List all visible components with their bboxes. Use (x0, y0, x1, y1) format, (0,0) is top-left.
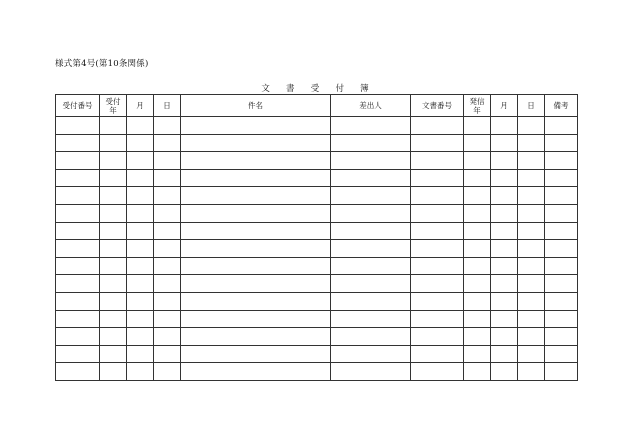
cell-document-number[interactable] (411, 134, 464, 152)
cell-subject[interactable] (181, 222, 331, 240)
cell-sender[interactable] (331, 275, 411, 293)
header-sent-year-label: 年 (473, 105, 481, 115)
cell-subject[interactable] (181, 240, 331, 258)
cell-received-year[interactable] (100, 328, 127, 346)
cell-sent-day[interactable] (518, 292, 545, 310)
cell-receipt-number[interactable] (56, 187, 100, 205)
cell-remarks[interactable] (545, 240, 578, 258)
cell-receipt-number[interactable] (56, 310, 100, 328)
title-char: 付 (335, 84, 344, 94)
cell-sent-month[interactable] (491, 257, 518, 275)
cell-sent-day[interactable] (518, 187, 545, 205)
cell-sent-day[interactable] (518, 328, 545, 346)
cell-received-day[interactable] (154, 134, 181, 152)
cell-received-year[interactable] (100, 275, 127, 293)
document-title (0, 82, 630, 94)
cell-receipt-number[interactable] (56, 152, 100, 170)
cell-document-number[interactable] (411, 187, 464, 205)
cell-received-year[interactable] (100, 257, 127, 275)
cell-sent-month[interactable] (491, 275, 518, 293)
cell-receipt-number[interactable] (56, 345, 100, 363)
cell-receipt-number[interactable] (56, 117, 100, 135)
cell-sender[interactable] (331, 152, 411, 170)
cell-received-day[interactable] (154, 117, 181, 135)
cell-remarks[interactable] (545, 222, 578, 240)
cell-subject[interactable] (181, 328, 331, 346)
cell-received-month[interactable] (127, 240, 154, 258)
cell-document-number[interactable] (411, 240, 464, 258)
cell-received-year[interactable] (100, 169, 127, 187)
cell-sent-day[interactable] (518, 345, 545, 363)
cell-sent-month[interactable] (491, 187, 518, 205)
cell-sent-month[interactable] (491, 152, 518, 170)
header-received-label: 受付 (105, 96, 121, 106)
cell-document-number[interactable] (411, 169, 464, 187)
header-received-day: 日 (154, 95, 181, 117)
cell-sent-day[interactable] (518, 240, 545, 258)
cell-receipt-number[interactable] (56, 169, 100, 187)
cell-subject[interactable] (181, 345, 331, 363)
cell-sender[interactable] (331, 292, 411, 310)
cell-received-day[interactable] (154, 328, 181, 346)
cell-received-month[interactable] (127, 292, 154, 310)
cell-document-number[interactable] (411, 222, 464, 240)
cell-sent-month[interactable] (491, 134, 518, 152)
cell-received-month[interactable] (127, 222, 154, 240)
cell-received-month[interactable] (127, 152, 154, 170)
cell-sent-day[interactable] (518, 310, 545, 328)
cell-received-year[interactable] (100, 345, 127, 363)
cell-received-day[interactable] (154, 187, 181, 205)
header-received-month: 月 (127, 95, 154, 117)
document-receipt-ledger-table (55, 94, 578, 381)
cell-remarks[interactable] (545, 328, 578, 346)
cell-document-number[interactable] (411, 257, 464, 275)
cell-received-day[interactable] (154, 169, 181, 187)
cell-received-day[interactable] (154, 363, 181, 381)
cell-received-year[interactable] (100, 152, 127, 170)
cell-received-year[interactable] (100, 204, 127, 222)
table-row (56, 310, 578, 328)
cell-sent-month[interactable] (491, 328, 518, 346)
header-received-year-label: 年 (109, 105, 117, 115)
cell-document-number[interactable] (411, 275, 464, 293)
cell-sender[interactable] (331, 345, 411, 363)
cell-received-day[interactable] (154, 152, 181, 170)
cell-received-month[interactable] (127, 363, 154, 381)
cell-sent-day[interactable] (518, 169, 545, 187)
cell-document-number[interactable] (411, 152, 464, 170)
cell-sent-year[interactable] (464, 275, 491, 293)
cell-subject[interactable] (181, 152, 331, 170)
cell-sender[interactable] (331, 240, 411, 258)
cell-sent-year[interactable] (464, 134, 491, 152)
header-sent-month: 月 (491, 95, 518, 117)
cell-received-day[interactable] (154, 345, 181, 363)
cell-subject[interactable] (181, 169, 331, 187)
cell-sent-day[interactable] (518, 257, 545, 275)
cell-sent-day[interactable] (518, 204, 545, 222)
cell-sent-day[interactable] (518, 134, 545, 152)
cell-document-number[interactable] (411, 292, 464, 310)
table-row (56, 152, 578, 170)
cell-receipt-number[interactable] (56, 292, 100, 310)
cell-sent-day[interactable] (518, 117, 545, 135)
cell-remarks[interactable] (545, 292, 578, 310)
cell-sent-month[interactable] (491, 204, 518, 222)
table-row (56, 345, 578, 363)
cell-receipt-number[interactable] (56, 204, 100, 222)
cell-remarks[interactable] (545, 257, 578, 275)
header-receipt-number: 受付番号 (56, 95, 100, 117)
cell-sender[interactable] (331, 222, 411, 240)
cell-sender[interactable] (331, 328, 411, 346)
cell-subject[interactable] (181, 187, 331, 205)
cell-sender[interactable] (331, 310, 411, 328)
cell-received-month[interactable] (127, 187, 154, 205)
cell-sent-year[interactable] (464, 152, 491, 170)
cell-sent-month[interactable] (491, 345, 518, 363)
cell-sent-year[interactable] (464, 169, 491, 187)
cell-sender[interactable] (331, 204, 411, 222)
cell-subject[interactable] (181, 134, 331, 152)
title-char: 簿 (360, 84, 369, 94)
cell-subject[interactable] (181, 257, 331, 275)
cell-received-year[interactable] (100, 187, 127, 205)
table-row (56, 275, 578, 293)
header-row (56, 95, 578, 117)
cell-sent-year[interactable] (464, 222, 491, 240)
form-number-label: 様式第4号(第10条関係) (55, 59, 149, 69)
header-remarks: 備考 (545, 95, 578, 117)
title-char: 文 (261, 84, 270, 94)
cell-receipt-number[interactable] (56, 222, 100, 240)
table-row (56, 134, 578, 152)
cell-sent-day[interactable] (518, 152, 545, 170)
cell-sent-month[interactable] (491, 222, 518, 240)
cell-received-month[interactable] (127, 328, 154, 346)
cell-remarks[interactable] (545, 345, 578, 363)
cell-received-day[interactable] (154, 257, 181, 275)
cell-subject[interactable] (181, 117, 331, 135)
table-row (56, 222, 578, 240)
cell-received-month[interactable] (127, 169, 154, 187)
cell-sent-day[interactable] (518, 222, 545, 240)
cell-receipt-number[interactable] (56, 328, 100, 346)
cell-received-month[interactable] (127, 275, 154, 293)
cell-document-number[interactable] (411, 117, 464, 135)
cell-received-year[interactable] (100, 117, 127, 135)
table-row (56, 187, 578, 205)
cell-document-number[interactable] (411, 345, 464, 363)
cell-receipt-number[interactable] (56, 363, 100, 381)
cell-remarks[interactable] (545, 117, 578, 135)
cell-sent-month[interactable] (491, 117, 518, 135)
cell-remarks[interactable] (545, 152, 578, 170)
table-row (56, 328, 578, 346)
cell-received-day[interactable] (154, 292, 181, 310)
table-row (56, 117, 578, 135)
cell-subject[interactable] (181, 363, 331, 381)
cell-document-number[interactable] (411, 310, 464, 328)
cell-sent-year[interactable] (464, 310, 491, 328)
cell-sent-year[interactable] (464, 240, 491, 258)
cell-subject[interactable] (181, 275, 331, 293)
cell-received-month[interactable] (127, 117, 154, 135)
cell-receipt-number[interactable] (56, 257, 100, 275)
cell-document-number[interactable] (411, 204, 464, 222)
cell-received-month[interactable] (127, 257, 154, 275)
cell-sent-year[interactable] (464, 117, 491, 135)
cell-sent-year[interactable] (464, 345, 491, 363)
cell-received-month[interactable] (127, 204, 154, 222)
cell-sent-year[interactable] (464, 204, 491, 222)
cell-remarks[interactable] (545, 204, 578, 222)
title-char: 書 (286, 84, 295, 94)
cell-received-year[interactable] (100, 292, 127, 310)
cell-document-number[interactable] (411, 363, 464, 381)
cell-received-day[interactable] (154, 240, 181, 258)
table-row (56, 257, 578, 275)
header-subject: 件名 (181, 95, 331, 117)
title-char: 受 (310, 84, 320, 94)
cell-received-month[interactable] (127, 345, 154, 363)
cell-remarks[interactable] (545, 363, 578, 381)
cell-received-year[interactable] (100, 310, 127, 328)
cell-received-day[interactable] (154, 222, 181, 240)
cell-remarks[interactable] (545, 187, 578, 205)
cell-sent-month[interactable] (491, 310, 518, 328)
header-sender: 差出人 (331, 95, 411, 117)
cell-sent-month[interactable] (491, 169, 518, 187)
cell-received-day[interactable] (154, 204, 181, 222)
cell-subject[interactable] (181, 292, 331, 310)
cell-receipt-number[interactable] (56, 240, 100, 258)
table-row (56, 292, 578, 310)
cell-receipt-number[interactable] (56, 134, 100, 152)
cell-sent-month[interactable] (491, 363, 518, 381)
cell-subject[interactable] (181, 204, 331, 222)
cell-sent-year[interactable] (464, 328, 491, 346)
header-sent-year (464, 95, 491, 117)
cell-document-number[interactable] (411, 328, 464, 346)
cell-sender[interactable] (331, 169, 411, 187)
cell-sent-year[interactable] (464, 292, 491, 310)
cell-received-year[interactable] (100, 363, 127, 381)
header-sent-day: 日 (518, 95, 545, 117)
cell-received-year[interactable] (100, 222, 127, 240)
cell-remarks[interactable] (545, 169, 578, 187)
cell-sender[interactable] (331, 363, 411, 381)
cell-sent-year[interactable] (464, 187, 491, 205)
cell-received-month[interactable] (127, 134, 154, 152)
cell-sent-year[interactable] (464, 257, 491, 275)
cell-sender[interactable] (331, 134, 411, 152)
cell-sender[interactable] (331, 187, 411, 205)
cell-subject[interactable] (181, 310, 331, 328)
cell-received-day[interactable] (154, 275, 181, 293)
cell-sent-month[interactable] (491, 240, 518, 258)
cell-sent-day[interactable] (518, 363, 545, 381)
table-row (56, 240, 578, 258)
cell-received-day[interactable] (154, 310, 181, 328)
cell-receipt-number[interactable] (56, 275, 100, 293)
cell-sender[interactable] (331, 257, 411, 275)
cell-sent-month[interactable] (491, 292, 518, 310)
header-received-year (100, 95, 127, 117)
cell-sent-day[interactable] (518, 275, 545, 293)
cell-remarks[interactable] (545, 310, 578, 328)
cell-sent-year[interactable] (464, 363, 491, 381)
cell-received-month[interactable] (127, 310, 154, 328)
table-row (56, 169, 578, 187)
table-row (56, 204, 578, 222)
header-document-number: 文書番号 (411, 95, 464, 117)
cell-remarks[interactable] (545, 275, 578, 293)
cell-sender[interactable] (331, 117, 411, 135)
cell-received-year[interactable] (100, 134, 127, 152)
cell-remarks[interactable] (545, 134, 578, 152)
table-row (56, 363, 578, 381)
cell-received-year[interactable] (100, 240, 127, 258)
header-sent-label: 発信 (469, 96, 485, 106)
